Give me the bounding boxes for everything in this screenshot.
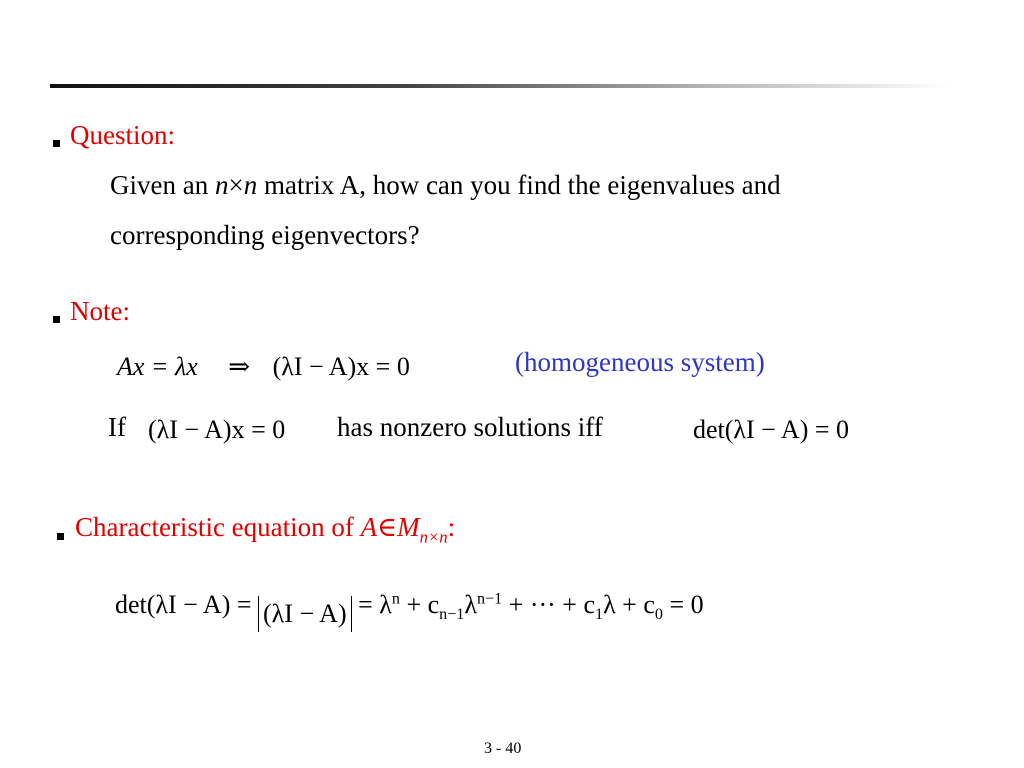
char-eq-sup-n1: n−1 bbox=[476, 590, 503, 608]
det-condition: det(λI − A) = 0 bbox=[693, 415, 850, 444]
question-line-1 bbox=[110, 170, 781, 201]
n-symbol: n bbox=[214, 170, 229, 200]
question-text-post: matrix A, how can you find the eigenvalues and bbox=[257, 170, 781, 200]
matrix-A-symbol: A bbox=[360, 512, 378, 542]
char-eq-det: det(λI − A) = bbox=[115, 590, 252, 619]
note-heading: Note: bbox=[70, 296, 130, 326]
n-symbol: n bbox=[243, 170, 258, 200]
char-eq-determinant-bars bbox=[258, 596, 352, 632]
question-text-pre: Given an bbox=[110, 170, 215, 200]
bullet-icon bbox=[57, 533, 64, 540]
char-eq-lambda: λ bbox=[464, 590, 477, 619]
char-eq-sub-n1: n−1 bbox=[439, 606, 465, 624]
implies-symbol: ⇒ bbox=[228, 352, 251, 381]
char-eq-rhs-pre: = λ bbox=[358, 590, 392, 619]
if-expression: (λI − A)x = 0 bbox=[148, 415, 286, 444]
if-word: If bbox=[108, 412, 126, 442]
eigen-equation-lhs: Ax = λx bbox=[117, 352, 198, 381]
question-heading: Question: bbox=[70, 120, 175, 150]
char-eq-plus-c: + c bbox=[399, 590, 440, 619]
char-eq-sub-1: 1 bbox=[595, 606, 604, 624]
char-eq-abs-content: (λI − A) bbox=[263, 599, 347, 628]
matrix-space-symbol: M bbox=[397, 512, 420, 542]
title-divider-line bbox=[50, 84, 950, 88]
eigen-equation bbox=[117, 352, 410, 382]
element-of-symbol: ∈ bbox=[377, 512, 398, 542]
char-eq-end: = 0 bbox=[662, 590, 704, 619]
char-eq-sup-n: n bbox=[391, 590, 400, 608]
characteristic-heading-text: Characteristic equation of bbox=[75, 512, 361, 542]
times-symbol: × bbox=[228, 170, 244, 200]
eigen-equation-rhs: (λI − A)x = 0 bbox=[272, 352, 410, 381]
homogeneous-system-label: (homogeneous system) bbox=[515, 347, 765, 377]
bullet-icon bbox=[53, 316, 60, 323]
characteristic-heading bbox=[75, 512, 456, 547]
char-eq-sub-0: 0 bbox=[654, 606, 663, 624]
condition-text: has nonzero solutions iff bbox=[337, 412, 603, 442]
heading-colon: : bbox=[447, 512, 456, 542]
page-number: 3 - 40 bbox=[484, 740, 522, 757]
characteristic-equation bbox=[115, 590, 704, 632]
char-eq-dots: + ··· + c bbox=[502, 590, 596, 619]
question-line-2: corresponding eigenvectors? bbox=[110, 220, 420, 250]
matrix-space-subscript: n×n bbox=[419, 527, 448, 547]
bullet-icon bbox=[53, 140, 60, 147]
char-eq-lambda-c: λ + c bbox=[603, 590, 655, 619]
